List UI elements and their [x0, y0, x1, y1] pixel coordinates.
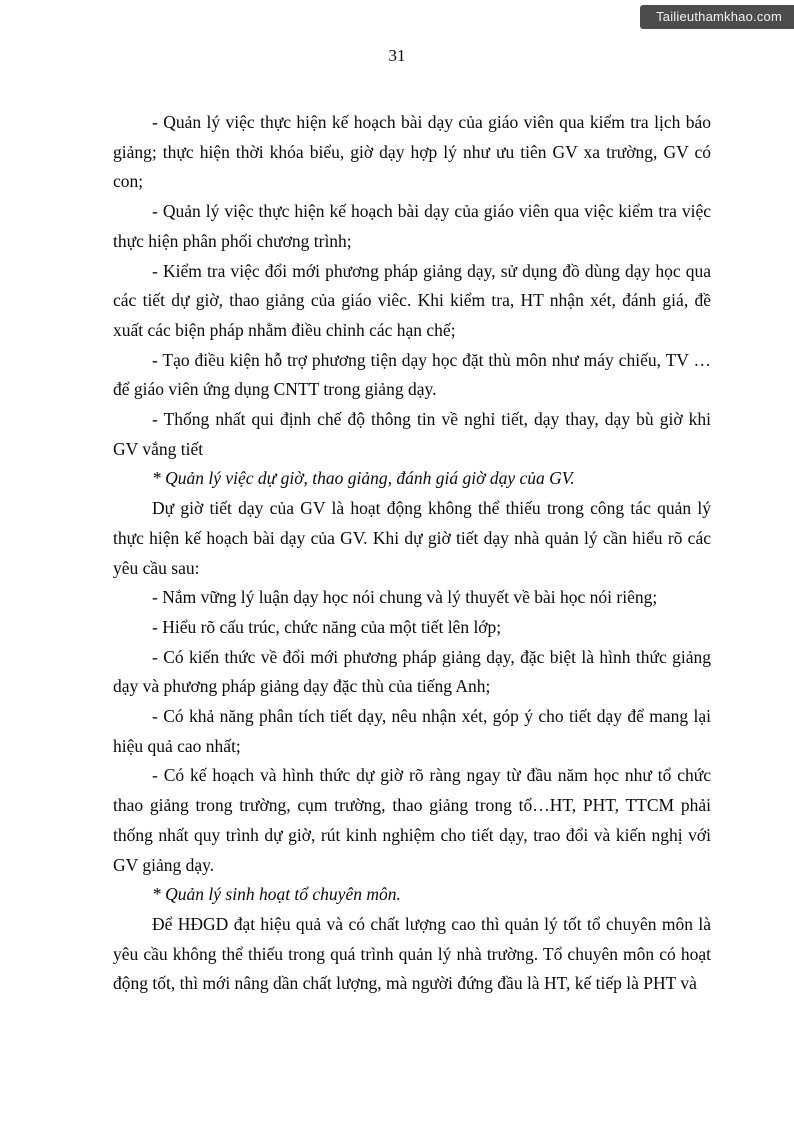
paragraph: - Có khả năng phân tích tiết dạy, nêu nhận xét, góp ý cho tiết dạy để mang lại hiệu quả cao nhất;	[113, 706, 711, 756]
paragraph: - Có kiến thức về đổi mới phương pháp giảng dạy, đặc biệt là hình thức giảng dạy và phương pháp giảng dạy đặc thù của tiếng Anh;	[113, 646, 711, 697]
paragraph: Dự giờ tiết dạy của GV là hoạt động không thể thiếu trong công tác quản lý thực hiện kế hoạch bài dạy của GV. Khi dự giờ tiết dạy nhà quản lý cần hiểu rõ các yêu cầu sau:	[113, 498, 711, 578]
paragraph: - Quản lý việc thực hiện kế hoạch bài dạy của giáo viên qua việc kiểm tra việc thực hiện phân phối chương trình;	[113, 201, 711, 251]
paragraph: - Tạo điều kiện hỗ trợ phương tiện dạy học đặt thù môn như máy chiếu, TV … để giáo viên ứng dụng CNTT trong giảng dạy.	[113, 349, 711, 400]
paragraph: - Thống nhất qui định chế độ thông tin về nghỉ tiết, dạy thay, dạy bù giờ khi GV vắng tiết	[113, 409, 711, 459]
section-heading: * Quản lý việc dự giờ, thao giảng, đánh giá giờ dạy của GV.	[152, 468, 575, 489]
document-body	[113, 108, 711, 999]
paragraph: Để HĐGD đạt hiệu quả và có chất lượng cao thì quản lý tốt tổ chuyên môn là yêu cầu không thể thiếu trong quá trình quản lý nhà trường. Tổ chuyên môn có hoạt động tốt, thì mới nâng dần chất lượng, mà người đứng đầu là HT, kế tiếp là PHT và	[113, 913, 711, 994]
paragraph: - Nắm vững lý luận dạy học nói chung và lý thuyết về bài học nói riêng;	[152, 587, 658, 608]
site-watermark: Tailieuthamkhao.com	[640, 5, 794, 29]
section-heading: * Quản lý sinh hoạt tổ chuyên môn.	[152, 884, 401, 905]
page-number: 31	[388, 46, 406, 65]
paragraph: - Có kế hoạch và hình thức dự giờ rõ ràng ngay từ đầu năm học như tổ chức thao giảng trong trường, cụm trường, thao giảng trong tổ…HT, PHT, TTCM phải thống nhất quy trình dự giờ, rút kinh nghiệm cho tiết dạy, trao đổi và kiến nghị với GV giảng dạy.	[113, 765, 711, 875]
paragraph: - Hiểu rõ cấu trúc, chức năng của một tiết lên lớp;	[152, 616, 502, 637]
paragraph: - Quản lý việc thực hiện kế hoạch bài dạy của giáo viên qua kiểm tra lịch báo giảng; thực hiện thời khóa biểu, giờ dạy hợp lý như ưu tiên GV xa trường, GV có con;	[113, 112, 711, 192]
paragraph: - Kiểm tra việc đổi mới phương pháp giảng dạy, sử dụng đồ dùng dạy học qua các tiết dự giờ, thao giảng của giáo viêc. Khi kiểm tra, HT nhận xét, đánh giá, đề xuất các biện pháp nhằm điều chỉnh các hạn chế;	[113, 260, 711, 340]
